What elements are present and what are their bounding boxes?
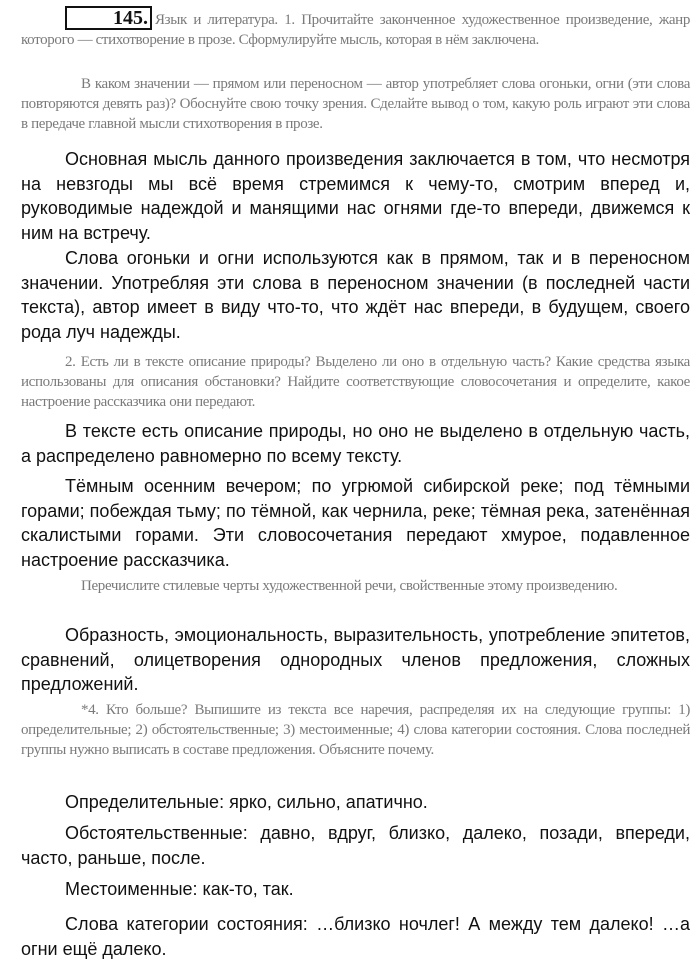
answer-word-meaning: Слова огоньки и огни используются как в прямом, так и в переносном значении. Употребляя эти слова в переносном значении (в последней части текста), автор имеет в виду что-то, что ждёт нас впереди, в будущем, своего рода луч надежды.	[21, 248, 690, 342]
answer-state-category: Слова категории состояния: …близко ночлег! А между тем далеко! …а огни ещё далеко.	[21, 914, 690, 959]
exercise-task-3: Перечислите стилевые черты художественной речи, свойственные этому произведению.	[81, 578, 618, 594]
answer-adverbs-pronominal: Местоименные: как-то, так.	[65, 879, 294, 899]
answer-style: Образность, эмоциональность, выразительность, употребление эпитетов, сравнений, олицетворения однородных членов предложения, сложных предложений.	[21, 625, 690, 694]
answer-main-idea: Основная мысль данного произведения заключается в том, что несмотря на невзгоды мы всё время стремимся к чему-то, смотрим вперед и, руководимые надеждой и манящими нас огнями где-то впереди, движемся к ним на встречу.	[21, 149, 690, 243]
exercise-task-1	[21, 6, 690, 50]
answer-nature: В тексте есть описание природы, но оно не выделено в отдельную часть, а распределено равномерно по всему тексту.	[21, 421, 690, 466]
answer-phrases: Тёмным осенним вечером; по угрюмой сибирской реке; под тёмными горами; побеждая тьму; по тёмной, как чернила, реке; тёмная река, затенённая скалистыми горами. Эти словосочетания передают хмурое, подавленное настроение рассказчика.	[21, 476, 690, 570]
exercise-task-2: 2. Есть ли в тексте описание природы? Выделено ли оно в отдельную часть? Какие средства языка использованы для описания обстановки? Найдите соответствующие словосочетания и определите, какое настроение рассказчика они передают.	[21, 354, 690, 410]
answer-adverbs-circumstantial: Обстоятельственные: давно, вдруг, близко, далеко, позади, впереди, часто, раньше, после.	[21, 823, 690, 868]
exercise-task-4: *4. Кто больше? Выпишите из текста все наречия, распределяя их на следующие группы: 1) определительные; 2) обстоятельственные; 3) местоименные; 4) слова категории состояния. Слова последней группы нужно выписать в составе предложения. Объясните почему.	[21, 702, 690, 758]
answer-adverbs-definitive: Определительные: ярко, сильно, апатично.	[65, 792, 428, 812]
task-text: Язык и литература. 1. Прочитайте законченное художественное произведение, жанр которого — стихотворение в прозе. Сформулируйте мысль, которая в нём заключена.	[21, 12, 690, 48]
exercise-number: 145.	[65, 6, 152, 30]
exercise-task-1b: В каком значении — прямом или переносном — автор употребляет слова огоньки, огни (эти слова повторяются девять раз)? Обоснуйте свою точку зрения. Сделайте вывод о том, какую роль играют эти слова в передаче главной мысли стихотворения в прозе.	[21, 76, 690, 132]
